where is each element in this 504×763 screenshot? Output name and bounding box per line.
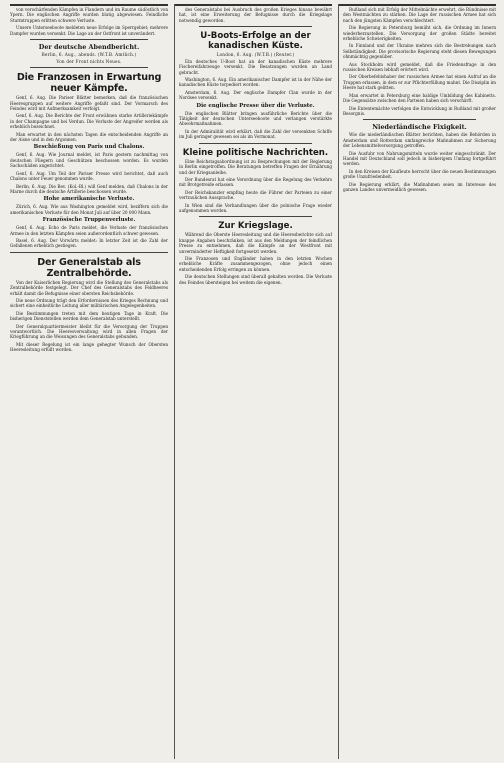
article-text: Genf, 6. Aug. Um Teil der Pariser Presse wird berichtet, daß auch Chalons unter Feuer genommen wurde. [10, 170, 168, 182]
dateline: London, 6. Aug. (W.T.B.) (Reuter.) [216, 52, 295, 58]
article-text: Der Reichskanzler empfing heute die Führer der Parteien zu einer vertraulichen Aussprache. [179, 189, 332, 201]
article-text: Die neue Ordnung trägt den Erfordernissen des Krieges Rechnung und sichert eine einheitliche Leitung aller militärischen Angelegenheiten. [10, 297, 168, 309]
article-text: Rußland sich mit Erfolg der Mittelmächte erwehrt, die Bündnisse mit den Westmächten zu stärken. Die Lage der russischen Armee hat sich nach den jüngsten Kämpfen verschlechtert. [343, 7, 496, 23]
headline-franzosen: Die Franzosen in Erwartung neuer Kämpfe. [16, 72, 162, 95]
article-text: Die deutschen Stellungen sind überall gehalten worden. Die Verluste des Feindes übersteigen bei weitem die eigenen. [179, 274, 332, 285]
article-text: Amsterdam, 6. Aug. Der englische Dampfer Clan wurde in der Nordsee versenkt. [179, 89, 332, 101]
article-text: des Generalstabs bei Ausbruch des großen Krieges hinaus bewährt hat, ist eine Erweiterung der Befugnisse durch die Kriegslage notwendig geworden. [179, 7, 332, 23]
article-text: Der Oberbefehlshaber der russischen Armee hat einen Aufruf an die Truppen erlassen, in dem er zur Pflichterfüllung mahnt. Die Disziplin im Heere hat stark gelitten. [343, 74, 496, 91]
article-text: Aus Stockholm wird gemeldet, daß die Friedensfrage in den russischen Kreisen lebhaft erörtert wird. [343, 61, 496, 73]
article-text: Zürich, 6. Aug. Wie aus Washington gemeldet wird, beziffern sich die amerikanischen Verluste für den Monat Juli auf über 20 000 Mann. [10, 204, 168, 215]
article-text: Von der Kaiserlichen Regierung wird die Stellung des Generalstabs als Zentralbehörde festgelegt. Der Chef des Generalstabs des Feldheeres erhält damit die Befugnisse einer obersten Reichsbehörde. [10, 279, 168, 296]
article-text: Unsere Unterseeboote meldeten neue Erfolge im Sperrgebiet; mehrere Dampfer wurden versenkt. Die Lage an der Ostfront ist unverändert. [10, 25, 168, 36]
dateline: Berlin, 6. Aug., abends. (W.T.B. Amtlich.) [41, 52, 137, 58]
headline-uboot: U-Boots-Erfolge an der kanadischen Küste. [200, 31, 311, 52]
article-text: von verschärfenden Kämpfen in Flandern und im Raume südöstlich von Ypern. Die englischen Angriffe wurden blutig abgewiesen. Feindliche Sturmtruppen erlitten schwere Verluste. [10, 7, 168, 23]
article-text: Man erwartet in den nächsten Tagen die entscheidenden Angriffe an der Aisne und in den Argonnen. [10, 131, 168, 143]
divider [30, 67, 148, 68]
article-text: Die Regierung in Petersburg bemüht sich, die Ordnung im Innern wiederherzustellen. Die Versorgung der großen Städte bereitet erhebliche Schwierigkeiten. [343, 25, 496, 42]
divider [363, 119, 476, 120]
article-text: In den Kreisen der Kaufleute herrscht über die neuen Bestimmungen große Unzufriedenheit. [343, 168, 496, 180]
article-text: Berlin, 6. Aug. Die Bev. (Kol.-Bl.) will Genf melden, daß Chalons in der Marne durch die deutsche Artillerie beschossen wurde. [10, 183, 168, 194]
article-text: Wie die niederländischen Blätter berichten, haben die Behörden in Amsterdam und Rotterdam umfangreiche Maßnahmen zur Sicherung der Lebensmittelversorgung getroffen. [343, 132, 496, 149]
headline-fixigkeit: Niederländische Fixigkeit. [372, 123, 467, 132]
divider [10, 252, 168, 253]
column-3 [338, 4, 496, 759]
top-rule [339, 4, 496, 6]
subheading-amerika: Hohe amerikanische Verluste. [43, 196, 135, 203]
divider [199, 216, 312, 217]
article-text: Washington, 6. Aug. Ein amerikanischer Dampfer ist in der Nähe der kanadischen Küste torpediert worden. [179, 77, 332, 88]
top-rule [175, 4, 332, 6]
headline-kriegslage: Zur Kriegslage. [218, 221, 293, 232]
article-text: Genf, 6. Aug. Die Pariser Blätter bemerken, daß die französischen Heeresgruppen auf weitere Angriffe gefaßt sind. Der Vormarsch des Feindes wird mit Aufmerksamkeit verfolgt. [10, 95, 168, 112]
article-text: Der Bundesrat hat eine Verordnung über die Regelung des Verkehrs mit Brotgetreide erlassen. [179, 176, 332, 188]
article-text: Man erwartet in Petersburg eine baldige Umbildung des Kabinetts. Die Gegensätze zwischen den Parteien haben sich verschärft. [343, 92, 496, 104]
article-text: Die Franzosen und Engländer haben in den letzten Wochen erhebliche Kräfte zusammengezogen, ohne jedoch einen entscheidenden Erfolg erringen zu können. [179, 255, 332, 272]
article-text: Während die Oberste Heeresleitung und die Heeresberichte sich auf knappe Angaben beschränken, ist aus den Meldungen der feindlichen Presse zu entnehmen, daß die Kämpfe an der Westfront mit unverminderter Heftigkeit fortgesetzt werden. [179, 232, 332, 254]
article-text: Genf, 6. Aug. Die Berichte der Front erwähnen starke Artilleriekämpfe in der Champagne und bei Verdun. Die Verluste der Angreifer werden als erheblich bezeichnet. [10, 113, 168, 130]
headline-abendbericht: Der deutsche Abendbericht. [38, 43, 140, 52]
article-text: Genf, 6. Aug. Wie Journal meldet, ist Paris gestern nachmittag von deutschen Fliegern und Geschützen beschossen worden. Es wurden Sachschäden angerichtet. [10, 152, 168, 169]
divider [199, 143, 312, 144]
column-1 [10, 4, 168, 759]
article-text: In der Admiralität wird erklärt, daß die Zahl der versenkten Schiffe im Juli geringer gewesen sei als im Vormonat. [179, 128, 332, 140]
article-text: Ein deutsches U-Boot hat an der kanadischen Küste mehrere Fischereifahrzeuge versenkt. Die Besatzungen wurden an Land gebracht. [179, 58, 332, 75]
subheading-paris: Beschießung von Paris und Chalons. [33, 144, 145, 151]
article-text: Basel, 6. Aug. Der Vorwärts meldet: In letzter Zeit ist die Zahl der Gefallenen erheblich gestiegen. [10, 237, 168, 249]
top-rule [10, 4, 168, 6]
article-text: In Finnland und der Ukraine mehren sich die Bestrebungen nach Selbständigkeit. Die provisorische Regierung steht diesen Bewegungen ohnmächtig gegenüber. [343, 43, 496, 60]
article-text: Die Bestimmungen treten mit dem heutigen Tage in Kraft. Die bisherigen Dienststellen werden dem Generalstab unterstellt. [10, 310, 168, 322]
subheading-verluste: Französische Truppenverluste. [42, 217, 136, 224]
article-text: Die Regierung erklärt, die Maßnahmen seien im Interesse des ganzen Landes unvermeidlich gewesen. [343, 181, 496, 192]
article-text: Genf, 6. Aug. Echo de Paris meldet, die Verluste der französischen Armee in den letzten Kämpfen seien außerordentlich schwer gewesen. [10, 225, 168, 236]
subline: Von der Front nichts Neues. [56, 58, 122, 64]
divider [30, 39, 148, 40]
headline-kleine: Kleine politische Nachrichten. [182, 147, 329, 158]
article-text: Eine Reichstagsabordnung ist zu Besprechungen mit der Regierung in Berlin eingetroffen. Die Beratungen betreffen Fragen der Ernährung und der Kriegsanleihe. [179, 158, 332, 175]
article-text: Mit dieser Regelung ist ein lange gehegter Wunsch der Obersten Heeresleitung erfüllt worden. [10, 341, 168, 353]
headline-generalstab: Der Generalstab als Zentralbehörde. [37, 256, 141, 279]
article-text: Der Generalquartiermeister bleibt für die Versorgung der Truppen verantwortlich. Die Heeresverwaltung wird in allen Fragen der Kriegführung an die Weisungen des Generalstabs gebunden. [10, 323, 168, 340]
article-text: In Wien sind die Verhandlungen über die polnische Frage wieder aufgenommen worden. [179, 202, 332, 213]
subheading-presse: Die englische Presse über die Verluste. [196, 102, 315, 109]
divider [199, 26, 312, 27]
article-text: Die Ententemächte verfolgen die Entwicklung in Rußland mit großer Besorgnis. [343, 105, 496, 116]
column-2 [174, 4, 332, 759]
article-text: Die Ausfuhr von Nahrungsmitteln wurde weiter eingeschränkt. Der Handel mit Deutschland soll jedoch in bisherigem Umfang fortgeführt werden. [343, 150, 496, 167]
article-text: Die englischen Blätter bringen ausführliche Berichte über die Tätigkeit der deutschen Unterseeboote und verlangen verstärkte Abwehrmaßnahmen. [179, 110, 332, 127]
